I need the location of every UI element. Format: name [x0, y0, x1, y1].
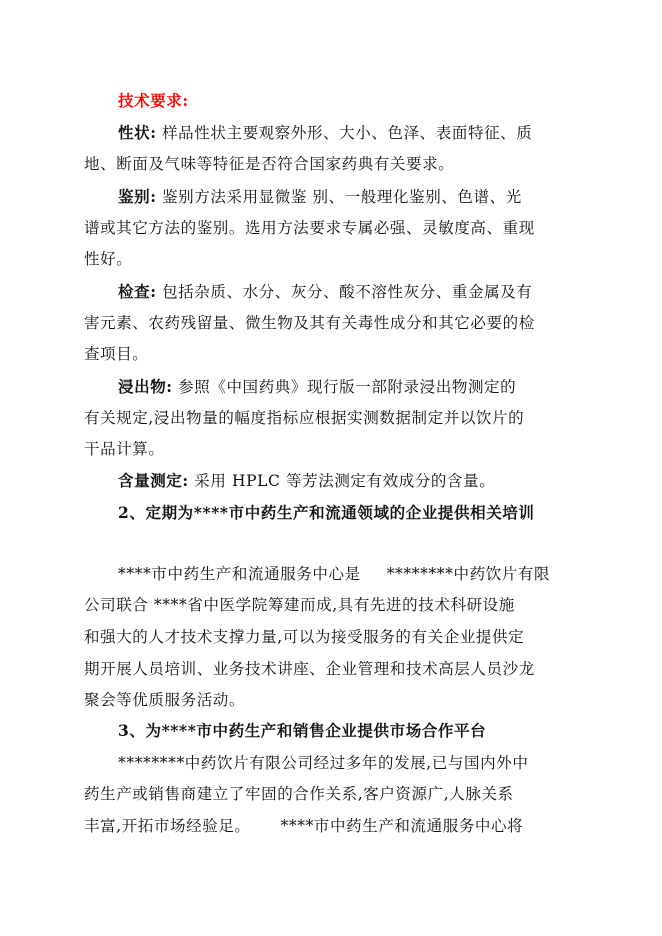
sec3-text-3b: ****市中药生产和流通服务中心将: [280, 817, 524, 835]
check-text-1: 包括杂质、水分、灰分、酸不溶性灰分、重金属及有: [162, 283, 533, 301]
check-line-3: 查项目。: [84, 345, 149, 363]
ident-line-1: [118, 186, 522, 208]
check-line-2: 害元素、农药残留量、微生物及其有关毒性成分和其它必要的检: [84, 314, 535, 332]
traits-line-2: 地、断面及气味等特征是否符合国家药典有关要求。: [84, 155, 455, 173]
check-label: 检查:: [118, 282, 157, 301]
extract-text-1: 参照《中国药典》现行版一部附录浸出物测定的: [178, 378, 517, 396]
check-line-1: [118, 281, 532, 303]
traits-line-1: [118, 122, 532, 144]
sec2-text-1a: ****市中药生产和流通服务中心是: [118, 565, 361, 583]
ident-line-2: 谱或其它方法的鉴别。选用方法要求专属必强、灵敏度高、重现: [84, 219, 535, 237]
ident-line-3: 性好。: [84, 250, 133, 268]
sec2-line-2: 公司联合 ****省中医学院筹建而成,具有先进的技术科研设施: [84, 596, 515, 614]
sec2-text-1b: ********中药饮片有限: [386, 565, 551, 583]
ident-label: 鉴别:: [118, 187, 157, 206]
content-text-1: 采用 HPLC 等芳法测定有效成分的含量。: [194, 472, 496, 490]
extract-line-1: [118, 376, 516, 398]
extract-line-2: 有关规定,浸出物量的幅度指标应根据实测数据制定并以饮片的: [84, 409, 525, 427]
sec2-line-3: 和强大的人才技术支撑力量,可以为接受服务的有关企业提供定: [84, 628, 525, 646]
extract-line-3: 干品计算。: [84, 440, 165, 458]
sec3-text-3a: 丰富,开拓市场经验足。: [84, 817, 251, 835]
sec2-line-1: [118, 563, 550, 585]
content-line-1: [118, 470, 495, 492]
sec3-line-1: ********中药饮片有限公司经过多年的发展,已与国内外中: [118, 754, 529, 772]
sec3-line-2: 药生产或销售商建立了牢固的合作关系,客户资源广,人脉关系: [84, 785, 514, 803]
tech-requirements-heading: 技术要求:: [118, 91, 189, 110]
extract-label: 浸出物:: [118, 377, 173, 396]
traits-label: 性状:: [118, 123, 157, 142]
ident-text-1: 鉴别方法采用显微鉴 别、一般理化鉴别、色谱、光: [162, 188, 522, 206]
content-label: 含量测定:: [118, 471, 189, 490]
sec2-line-5: 聚会等优质服务活动。: [84, 691, 246, 709]
traits-text-1: 样品性状主要观察外形、大小、色泽、表面特征、质: [162, 124, 533, 142]
sec2-line-4: 期开展人员培训、业务技术讲座、企业管理和技术高层人员沙龙: [84, 660, 535, 678]
sec3-line-3: [84, 815, 523, 837]
section-3-heading: 3、为****市中药生产和销售企业提供市场合作平台: [118, 721, 487, 740]
section-2-heading: 2、定期为****市中药生产和流通领域的企业提供相关培训: [118, 503, 535, 522]
